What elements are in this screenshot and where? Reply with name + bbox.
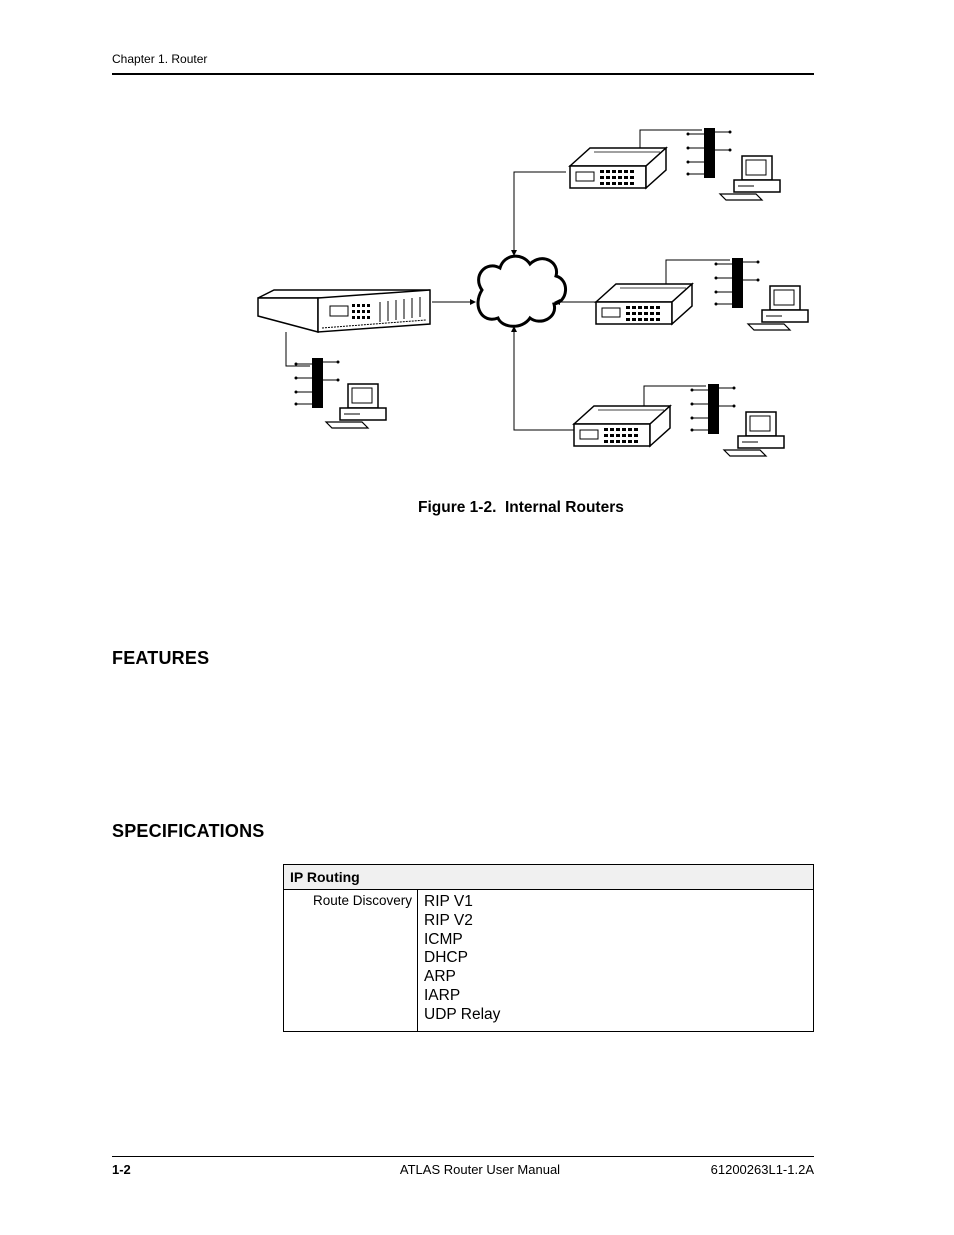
page-number: 1-2 <box>112 1162 131 1177</box>
table-row <box>284 890 814 1032</box>
footer-rule <box>112 1156 814 1157</box>
value-item: RIP V2 <box>424 911 473 929</box>
figure-caption: Figure 1-2. Internal Routers <box>418 499 624 516</box>
row-label: Route Discovery <box>284 890 418 1032</box>
running-header: Chapter 1. Router <box>112 52 208 66</box>
value-item: UDP Relay <box>424 1005 501 1023</box>
header-rule <box>112 73 814 75</box>
value-item: IARP <box>424 986 461 1004</box>
value-item: RIP V1 <box>424 893 473 910</box>
atlas-chassis <box>258 290 430 332</box>
value-item: DHCP <box>424 949 468 967</box>
row-values <box>418 890 814 1032</box>
internal-routers-diagram <box>250 120 810 470</box>
features-heading: FEATURES <box>112 648 210 668</box>
network-cloud <box>478 256 566 326</box>
manual-title: ATLAS Router User Manual <box>399 1162 561 1177</box>
document-number: 61200263L1-1.2A <box>710 1162 814 1177</box>
table-heading: IP Routing <box>284 865 814 890</box>
specifications-table <box>283 864 814 1032</box>
value-item: ICMP <box>424 930 463 948</box>
specifications-heading: SPECIFICATIONS <box>112 821 265 841</box>
value-item: ARP <box>424 968 456 986</box>
